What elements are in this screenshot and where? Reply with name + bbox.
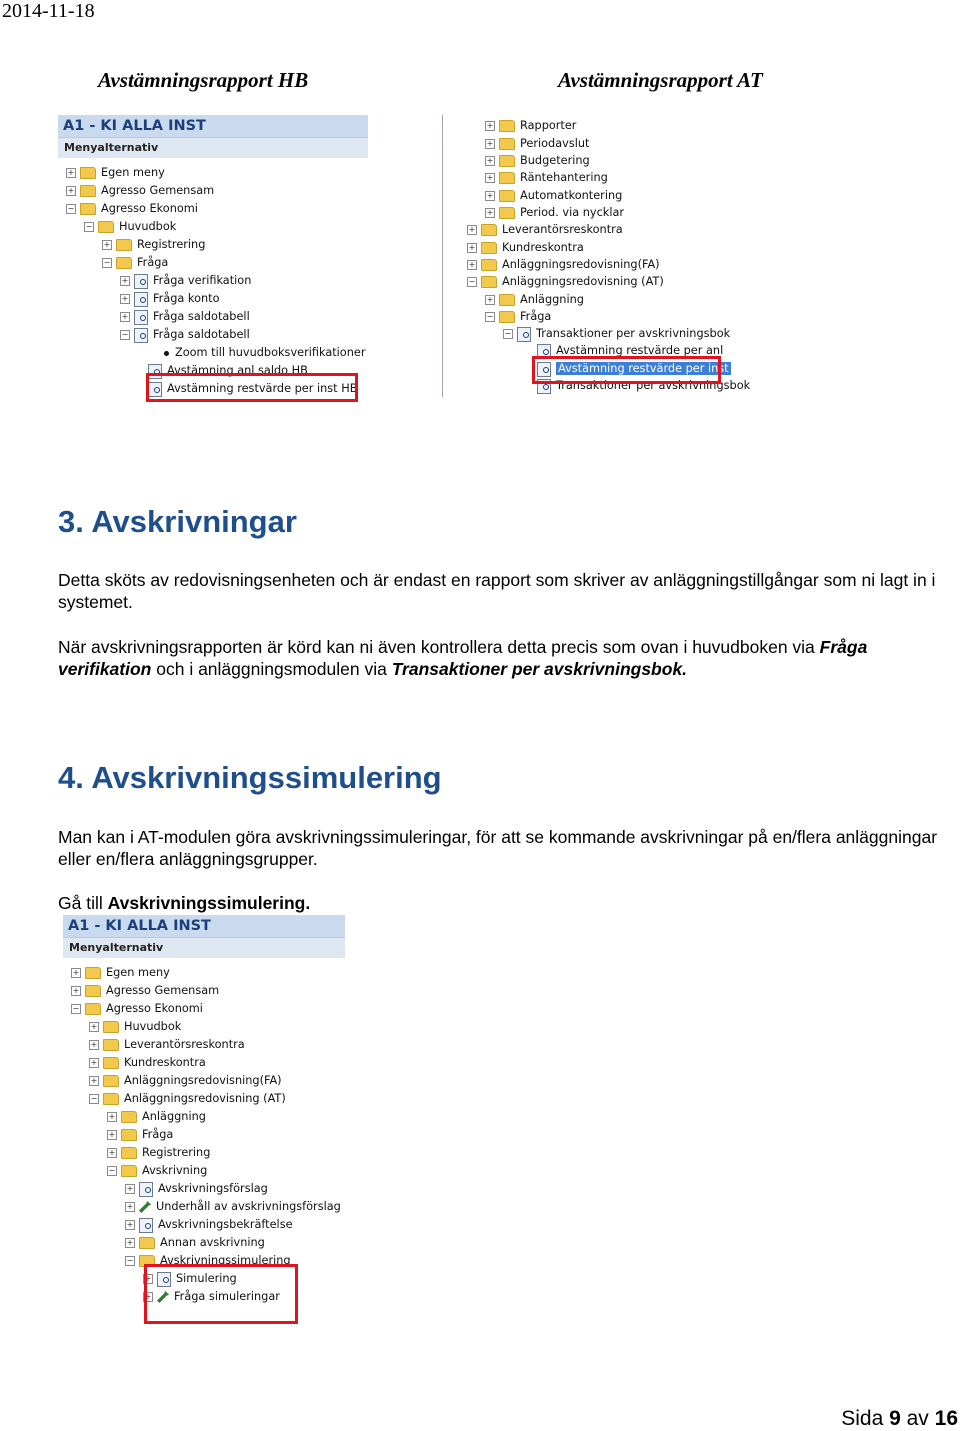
search-doc-icon: [134, 310, 148, 325]
tree-item[interactable]: − Transaktioner per avskrivningsbok: [504, 327, 731, 340]
tree-item[interactable]: + Anläggning: [108, 1110, 206, 1123]
tree-item[interactable]: − Fråga: [486, 310, 552, 323]
bullet-icon: [164, 351, 169, 356]
tree-item[interactable]: + Egen meny: [72, 966, 170, 979]
folder-icon: [80, 185, 96, 197]
tree-item[interactable]: + Fråga simuleringar: [144, 1290, 280, 1303]
tree-item[interactable]: + Anläggningsredovisning(FA): [468, 258, 660, 271]
folder-icon: [121, 1111, 137, 1123]
tree-item[interactable]: Avstämning restvärde per anl: [537, 342, 723, 360]
tree-item[interactable]: + Budgetering: [486, 154, 590, 167]
tree-item[interactable]: + Registrering: [103, 238, 206, 251]
tree-item[interactable]: + Simulering: [144, 1272, 237, 1285]
tree-item[interactable]: + Kundreskontra: [468, 241, 584, 254]
folder-icon: [85, 967, 101, 979]
caption-at: Avstämningsrapport AT: [558, 68, 763, 92]
section4-paragraph-2: Gå till Avskrivningssimulering.: [58, 893, 311, 913]
tree-item[interactable]: Transaktioner per avskrivningsbok: [537, 377, 750, 395]
folder-icon: [98, 221, 114, 233]
tree-item[interactable]: − Agresso Ekonomi: [67, 202, 198, 215]
tree-item[interactable]: + Annan avskrivning: [126, 1236, 265, 1249]
tree-item[interactable]: Avstämning anl saldo HB: [148, 362, 308, 380]
folder-icon: [121, 1165, 137, 1177]
highlight-box-simulering: [144, 1264, 298, 1324]
folder-icon: [121, 1129, 137, 1141]
folder-icon: [499, 190, 515, 202]
section-heading-4: 4. Avskrivningssimulering: [58, 760, 442, 795]
folder-icon: [499, 120, 515, 132]
tree-item[interactable]: + Anläggning: [486, 293, 584, 306]
tree-item[interactable]: − Fråga saldotabell: [121, 328, 250, 341]
highlight-box-at: [532, 356, 721, 384]
page-number: Sida 9 av 16: [841, 1407, 958, 1430]
folder-icon: [85, 1003, 101, 1015]
tree-item[interactable]: + Underhåll av avskrivningsförslag: [126, 1200, 341, 1213]
caption-hb: Avstämningsrapport HB: [98, 68, 309, 92]
tree-item[interactable]: + Avskrivningsförslag: [126, 1182, 268, 1195]
tree-item[interactable]: − Avskrivning: [108, 1164, 208, 1177]
folder-icon: [139, 1237, 155, 1249]
folder-icon: [116, 257, 132, 269]
folder-icon: [499, 311, 515, 323]
tree-item[interactable]: − Anläggningsredovisning (AT): [90, 1092, 286, 1105]
tree-item[interactable]: + Anläggningsredovisning(FA): [90, 1074, 282, 1087]
folder-icon: [481, 224, 497, 236]
tree-item[interactable]: Zoom till huvudboksverifikationer: [164, 344, 365, 362]
folder-icon: [499, 294, 515, 306]
folder-icon: [85, 985, 101, 997]
folder-icon: [103, 1057, 119, 1069]
search-doc-icon: [134, 292, 148, 307]
tree-item[interactable]: + Agresso Gemensam: [67, 184, 215, 197]
menu-screenshot-simulering: [63, 915, 345, 1310]
document-icon: [139, 1182, 153, 1197]
header-date: 2014-11-18: [2, 0, 95, 22]
folder-icon: [103, 1093, 119, 1105]
highlight-box-hb: [146, 373, 358, 402]
tree-item[interactable]: + Agresso Gemensam: [72, 984, 220, 997]
folder-icon: [481, 276, 497, 288]
section-heading-3: 3. Avskrivningar: [58, 504, 297, 539]
folder-icon: [499, 172, 515, 184]
folder-icon: [103, 1021, 119, 1033]
tree-item[interactable]: − Agresso Ekonomi: [72, 1002, 203, 1015]
folder-icon: [481, 242, 497, 254]
tree-item[interactable]: + Registrering: [108, 1146, 211, 1159]
folder-icon: [116, 239, 132, 251]
tree-gutter-line: [442, 115, 443, 397]
tree-item[interactable]: + Kundreskontra: [90, 1056, 206, 1069]
tree-item[interactable]: + Egen meny: [67, 166, 165, 179]
tree-item[interactable]: Avstämning restvärde per inst HB: [148, 380, 357, 398]
menu-header: Menyalternativ: [58, 137, 368, 158]
tree-item[interactable]: + Avskrivningsbekräftelse: [126, 1218, 293, 1231]
tools-icon: [139, 1201, 151, 1213]
search-doc-icon: [134, 328, 148, 343]
folder-icon: [499, 207, 515, 219]
tree-item[interactable]: + Automatkontering: [486, 189, 623, 202]
tree-item[interactable]: − Avskrivningssimulering: [126, 1254, 291, 1267]
tree-item[interactable]: + Rapporter: [486, 119, 577, 132]
tree-item[interactable]: + Period. via nycklar: [486, 206, 625, 219]
tree-item[interactable]: + Huvudbok: [90, 1020, 182, 1033]
tree-item[interactable]: + Fråga konto: [121, 292, 220, 305]
search-doc-icon: [134, 274, 148, 289]
document-icon: [139, 1218, 153, 1233]
tree-item[interactable]: − Huvudbok: [85, 220, 177, 233]
tree-item-selected[interactable]: Avstämning restvärde per inst: [537, 360, 731, 378]
tree-item[interactable]: − Fråga: [103, 256, 169, 269]
menu-screenshot-hb: [58, 115, 368, 400]
tree-item[interactable]: + Leverantörsreskontra: [90, 1038, 245, 1051]
folder-icon: [499, 155, 515, 167]
section3-paragraph-2: När avskrivningsrapporten är körd kan ni även kontrollera detta precis som ovan i huvudboken via Fråga verifikation och i anläggningsmodulen via Transaktioner per avskrivningsbok.: [58, 637, 868, 679]
section3-paragraph-1: Detta sköts av redovisningsenheten och är endast en rapport som skriver av anläggningstillgångar som ni lagt in i systemet.: [58, 570, 936, 612]
menu-title: A1 - KI ALLA INST: [63, 915, 345, 937]
folder-icon: [481, 259, 497, 271]
folder-icon: [103, 1075, 119, 1087]
tree-item[interactable]: − Anläggningsredovisning (AT): [468, 275, 664, 288]
folder-icon: [80, 167, 96, 179]
tree-item[interactable]: + Fråga verifikation: [121, 274, 252, 287]
menu-title: A1 - KI ALLA INST: [58, 115, 368, 137]
tree-item[interactable]: + Leverantörsreskontra: [468, 223, 623, 236]
folder-icon: [103, 1039, 119, 1051]
search-doc-icon: [517, 327, 531, 342]
folder-icon: [499, 138, 515, 150]
folder-icon: [121, 1147, 137, 1159]
tree-item[interactable]: + Fråga: [108, 1128, 174, 1141]
section4-paragraph-1: Man kan i AT-modulen göra avskrivningssimuleringar, för att se kommande avskrivningar på en/flera anläggningar eller en/flera anläggningsgrupper.: [58, 827, 938, 869]
folder-icon: [80, 203, 96, 215]
menu-header: Menyalternativ: [63, 937, 345, 958]
tree-item[interactable]: + Periodavslut: [486, 137, 590, 150]
tree-item[interactable]: + Räntehantering: [486, 171, 608, 184]
tree-item[interactable]: + Fråga saldotabell: [121, 310, 250, 323]
